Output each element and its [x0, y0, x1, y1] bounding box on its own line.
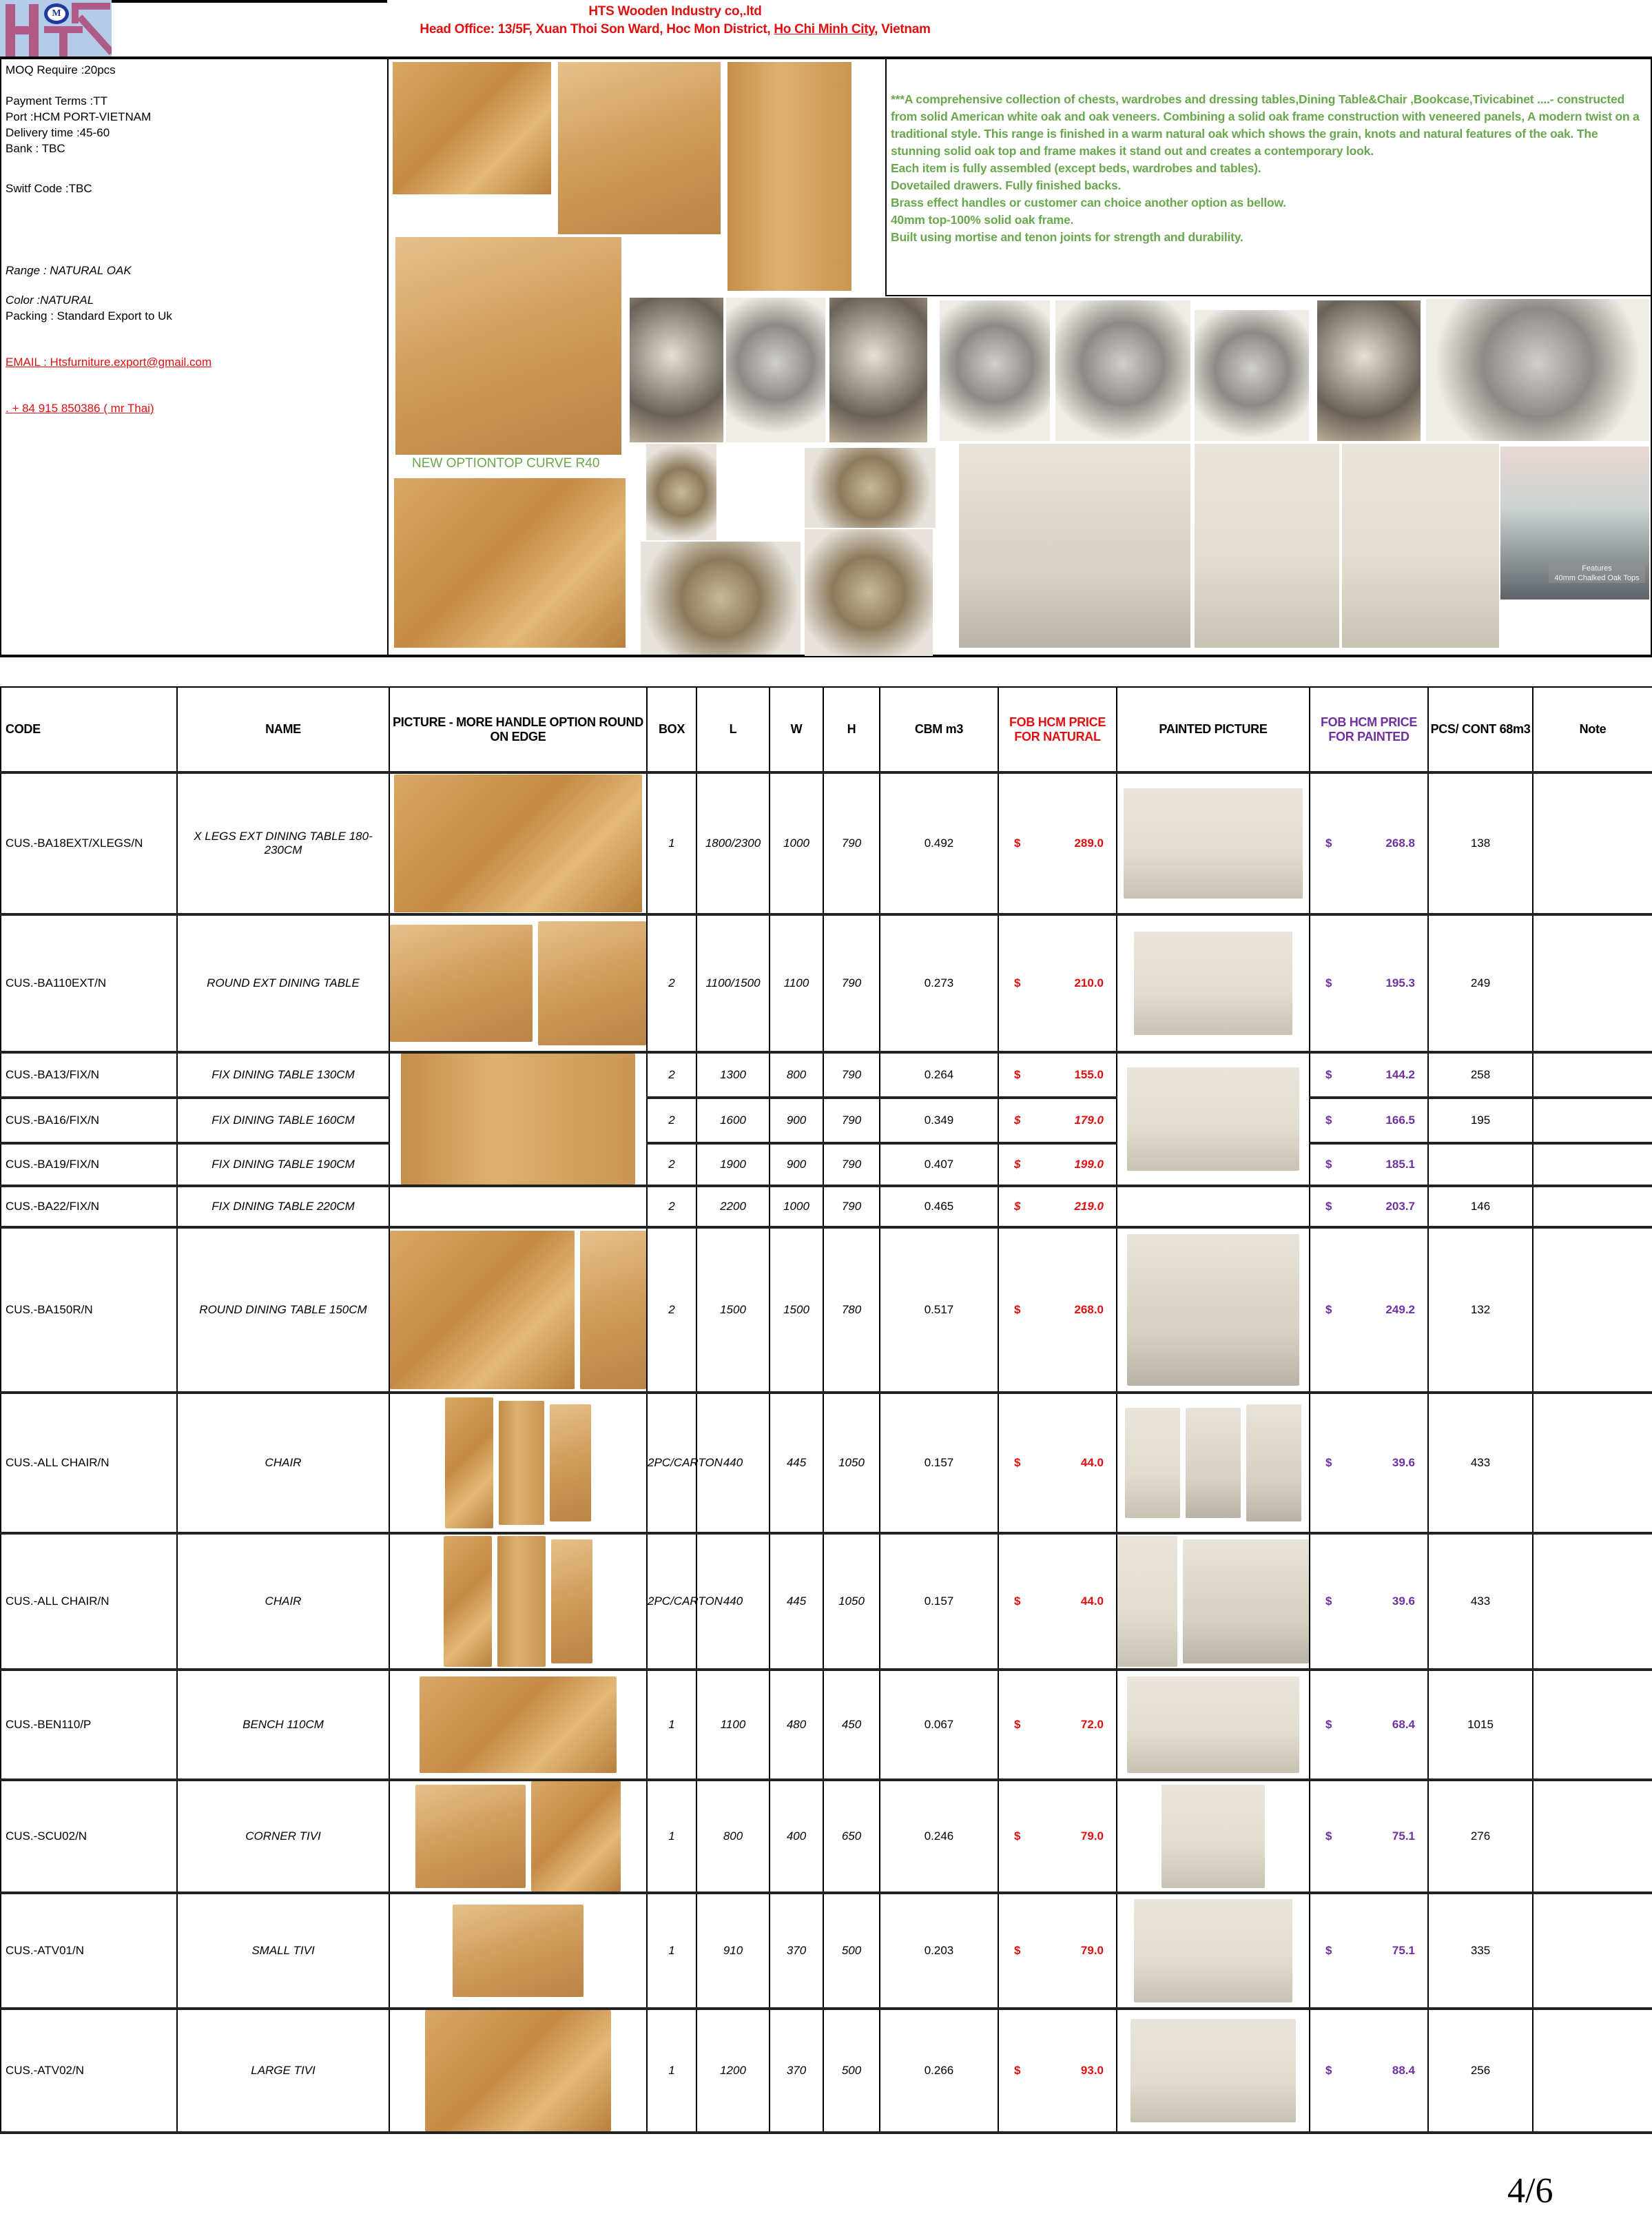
- table-row: [1, 1893, 1652, 2009]
- painted-photo: [1127, 1234, 1299, 1386]
- note-cell: [1533, 1393, 1652, 1533]
- knob-option-6: [1195, 310, 1309, 441]
- table-row: [1, 914, 1652, 1052]
- product-name: X LEGS EXT DINING TABLE 180-230CM: [177, 772, 389, 914]
- price-painted: $ 249.2: [1310, 1227, 1428, 1393]
- width: 370: [770, 2009, 823, 2133]
- painted-photo: [1127, 1067, 1299, 1171]
- natural-picture: [389, 1393, 647, 1533]
- length: 440: [696, 1533, 770, 1670]
- box-count: 1: [647, 1780, 696, 1893]
- col-code: CODE: [1, 687, 177, 772]
- cbm-value: 0.407: [880, 1143, 998, 1186]
- price-natural: $ 268.0: [998, 1227, 1117, 1393]
- table-row: [1, 1186, 1652, 1227]
- price-painted: $ 195.3: [1310, 914, 1428, 1052]
- table-row: [1, 1670, 1652, 1780]
- height: 450: [823, 1670, 880, 1780]
- natural-picture: [389, 1670, 647, 1780]
- painted-photo: [1125, 1408, 1180, 1518]
- cabinet-handle-photo: [727, 62, 851, 291]
- col-h: H: [823, 687, 880, 772]
- note-cell: [1533, 1893, 1652, 2009]
- box-count: 2: [647, 1143, 696, 1186]
- brass-cup-handle-photo: [641, 542, 801, 655]
- height: 790: [823, 772, 880, 914]
- price-painted: $ 68.4: [1310, 1670, 1428, 1780]
- product-photo: [394, 775, 642, 912]
- painted-picture: [1117, 1052, 1310, 1186]
- price-painted: $ 39.6: [1310, 1533, 1428, 1670]
- height: 650: [823, 1780, 880, 1893]
- width: 900: [770, 1098, 823, 1143]
- note-cell: [1533, 914, 1652, 1052]
- painted-picture: [1117, 1893, 1310, 2009]
- height: 1050: [823, 1533, 880, 1670]
- natural-picture: [389, 1227, 647, 1393]
- moq-text: MOQ Require :20pcs: [6, 63, 116, 76]
- bar-handle-option: [1426, 299, 1649, 441]
- box-count: 1: [647, 1893, 696, 2009]
- product-photo: [420, 1677, 617, 1773]
- product-photo: [580, 1231, 646, 1389]
- product-code: CUS.-BA16/FIX/N: [1, 1098, 177, 1143]
- box-count: 2PC/CARTON: [647, 1393, 696, 1533]
- packing-text: Packing : Standard Export to Uk: [6, 309, 172, 322]
- price-painted: $ 268.8: [1310, 772, 1428, 914]
- width: 400: [770, 1780, 823, 1893]
- cbm-value: 0.067: [880, 1670, 998, 1780]
- product-name: BENCH 110CM: [177, 1670, 389, 1780]
- terms-panel: [1, 59, 389, 656]
- cup-handle-photo: [805, 448, 936, 528]
- width: 480: [770, 1670, 823, 1780]
- cbm-value: 0.264: [880, 1052, 998, 1098]
- cbm-value: 0.266: [880, 2009, 998, 2133]
- description-assembly: Each item is fully assembled (except beds, wardrobes and tables).: [891, 161, 1261, 175]
- cbm-value: 0.492: [880, 772, 998, 914]
- painted-picture: [1117, 1186, 1310, 1227]
- painted-drawer-photo: [1195, 444, 1339, 648]
- length: 1100/1500: [696, 914, 770, 1052]
- cbm-value: 0.349: [880, 1098, 998, 1143]
- pcs-per-container: 138: [1428, 772, 1533, 914]
- bank-text: Bank : TBC: [6, 142, 65, 155]
- description-top: 40mm top-100% solid oak frame.: [891, 213, 1074, 227]
- company-header: [386, 3, 964, 39]
- open-drawer-photo: [395, 237, 621, 455]
- note-cell: [1533, 1227, 1652, 1393]
- knob-option-7: [1317, 300, 1421, 441]
- product-name: FIX DINING TABLE 220CM: [177, 1186, 389, 1227]
- box-count: 2: [647, 1186, 696, 1227]
- table-row: [1, 1227, 1652, 1393]
- header-rule: [112, 0, 387, 3]
- pcs-per-container: 146: [1428, 1186, 1533, 1227]
- product-name: SMALL TIVI: [177, 1893, 389, 2009]
- city-link[interactable]: Ho Chi Minh City: [774, 22, 875, 37]
- width: 445: [770, 1393, 823, 1533]
- price-painted: $ 39.6: [1310, 1393, 1428, 1533]
- pcs-per-container: 249: [1428, 914, 1533, 1052]
- features-overlay: Features 40mm Chalked Oak Tops: [1549, 564, 1645, 583]
- product-photo: [453, 1905, 584, 1997]
- table-row: [1, 1098, 1652, 1143]
- company-logo: [0, 0, 112, 57]
- product-name: FIX DINING TABLE 130CM: [177, 1052, 389, 1098]
- price-painted: $ 75.1: [1310, 1893, 1428, 2009]
- company-name: HTS Wooden Industry co,.ltd: [588, 4, 762, 19]
- price-painted: $ 185.1: [1310, 1143, 1428, 1186]
- length: 1600: [696, 1098, 770, 1143]
- painted-photo: [1134, 932, 1292, 1035]
- price-natural: $ 44.0: [998, 1393, 1117, 1533]
- col-picture: PICTURE - MORE HANDLE OPTION ROUND ON EDGE: [389, 687, 647, 772]
- swift-code: Switf Code :TBC: [6, 182, 92, 195]
- product-photo: [531, 1781, 621, 1891]
- height: 780: [823, 1227, 880, 1393]
- product-photo: [497, 1536, 546, 1667]
- color-text: Color :NATURAL: [6, 294, 94, 307]
- height: 790: [823, 1143, 880, 1186]
- pcs-per-container: [1428, 1143, 1533, 1186]
- height: 790: [823, 1052, 880, 1098]
- length: 2200: [696, 1186, 770, 1227]
- cbm-value: 0.246: [880, 1780, 998, 1893]
- note-cell: [1533, 1780, 1652, 1893]
- length: 1500: [696, 1227, 770, 1393]
- product-code: CUS.-BA19/FIX/N: [1, 1143, 177, 1186]
- product-photo: [538, 921, 646, 1045]
- height: 500: [823, 1893, 880, 2009]
- product-description: [885, 59, 1651, 296]
- product-name: FIX DINING TABLE 190CM: [177, 1143, 389, 1186]
- curved-top-photo: [394, 478, 626, 648]
- box-count: 2: [647, 1098, 696, 1143]
- product-photo: [444, 1536, 492, 1667]
- note-cell: [1533, 1670, 1652, 1780]
- price-natural: $ 72.0: [998, 1670, 1117, 1780]
- height: 1050: [823, 1393, 880, 1533]
- port-text: Port :HCM PORT-VIETNAM: [6, 110, 152, 123]
- product-code: CUS.-ALL CHAIR/N: [1, 1393, 177, 1533]
- width: 1000: [770, 1186, 823, 1227]
- pcs-per-container: 195: [1428, 1098, 1533, 1143]
- pcs-per-container: 132: [1428, 1227, 1533, 1393]
- painted-photo: [1161, 1785, 1265, 1888]
- length: 800: [696, 1780, 770, 1893]
- painted-picture: [1117, 1780, 1310, 1893]
- product-name: FIX DINING TABLE 160CM: [177, 1098, 389, 1143]
- natural-picture: [389, 1186, 647, 1227]
- painted-picture: [1117, 914, 1310, 1052]
- product-photo: [401, 1054, 635, 1185]
- painted-picture: [1117, 772, 1310, 914]
- width: 1000: [770, 772, 823, 914]
- width: 900: [770, 1143, 823, 1186]
- length: 440: [696, 1393, 770, 1533]
- product-code: CUS.-SCU02/N: [1, 1780, 177, 1893]
- col-fob-painted: FOB HCM PRICE FOR PAINTED: [1310, 687, 1428, 772]
- natural-picture: [389, 914, 647, 1052]
- note-cell: [1533, 772, 1652, 914]
- pcs-per-container: 1015: [1428, 1670, 1533, 1780]
- box-count: 2: [647, 1052, 696, 1098]
- pcs-per-container: 433: [1428, 1393, 1533, 1533]
- product-name: CHAIR: [177, 1393, 389, 1533]
- box-count: 1: [647, 1670, 696, 1780]
- note-cell: [1533, 1098, 1652, 1143]
- length: 1100: [696, 1670, 770, 1780]
- box-count: 2: [647, 914, 696, 1052]
- price-table: [0, 686, 1652, 2134]
- page-number: 4/6: [1507, 2171, 1553, 2211]
- drawer-photo: [393, 62, 551, 194]
- range-text: Range : NATURAL OAK: [6, 264, 132, 277]
- col-name: NAME: [177, 687, 389, 772]
- note-cell: [1533, 1143, 1652, 1186]
- height: 500: [823, 2009, 880, 2133]
- pcs-per-container: 276: [1428, 1780, 1533, 1893]
- painted-cabinet-photo: [1342, 444, 1499, 648]
- phone-link[interactable]: . + 84 915 850386 ( mr Thai): [6, 402, 154, 415]
- width: 445: [770, 1533, 823, 1670]
- product-photo: [425, 2010, 611, 2131]
- col-note: Note: [1533, 687, 1652, 772]
- height: 790: [823, 914, 880, 1052]
- product-code: CUS.-ATV01/N: [1, 1893, 177, 2009]
- price-painted: $ 75.1: [1310, 1780, 1428, 1893]
- company-address: Head Office: 13/5F, Xuan Thoi Son Ward, Hoc Mon District, Ho Chi Minh City, Vietnam: [420, 22, 931, 37]
- price-painted: $ 203.7: [1310, 1186, 1428, 1227]
- product-code: CUS.-BA110EXT/N: [1, 914, 177, 1052]
- product-photo: [390, 1231, 575, 1389]
- natural-picture: [389, 772, 647, 914]
- product-photo: [390, 925, 533, 1042]
- box-count: 1: [647, 2009, 696, 2133]
- knob-option-5: [1055, 300, 1190, 441]
- product-code: CUS.-BEN110/P: [1, 1670, 177, 1780]
- knob-option-2: [726, 298, 825, 442]
- col-box: BOX: [647, 687, 696, 772]
- table-row: [1, 772, 1652, 914]
- length: 1800/2300: [696, 772, 770, 914]
- round-brass-knob-photo: [805, 529, 933, 656]
- description-joints: Built using mortise and tenon joints for strength and durability.: [891, 230, 1243, 244]
- height: 790: [823, 1186, 880, 1227]
- width: 1500: [770, 1227, 823, 1393]
- knob-option-1: [630, 298, 723, 442]
- product-name: CHAIR: [177, 1533, 389, 1670]
- painted-photo: [1186, 1408, 1241, 1518]
- delivery-time: Delivery time :45-60: [6, 126, 110, 139]
- box-count: 2PC/CARTON: [647, 1533, 696, 1670]
- description-handles: Brass effect handles or customer can choice another option as bellow.: [891, 196, 1286, 209]
- painted-photo: [1117, 1536, 1177, 1667]
- height: 790: [823, 1098, 880, 1143]
- length: 910: [696, 1893, 770, 2009]
- length: 1300: [696, 1052, 770, 1098]
- painted-picture: [1117, 1533, 1310, 1670]
- price-natural: $ 79.0: [998, 1780, 1117, 1893]
- pcs-per-container: 433: [1428, 1533, 1533, 1670]
- natural-picture: [389, 1533, 647, 1670]
- product-code: CUS.-ALL CHAIR/N: [1, 1533, 177, 1670]
- width: 370: [770, 1893, 823, 2009]
- painted-picture: [1117, 1227, 1310, 1393]
- painted-picture: [1117, 1670, 1310, 1780]
- box-count: 2: [647, 1227, 696, 1393]
- note-cell: [1533, 2009, 1652, 2133]
- price-natural: $ 219.0: [998, 1186, 1117, 1227]
- col-pcs-cont: PCS/ CONT 68m3: [1428, 687, 1533, 772]
- natural-picture: [389, 1780, 647, 1893]
- painted-sideboard-photo: [959, 444, 1190, 648]
- note-cell: [1533, 1186, 1652, 1227]
- table-header-row: [1, 687, 1652, 772]
- product-name: ROUND DINING TABLE 150CM: [177, 1227, 389, 1393]
- price-natural: $ 199.0: [998, 1143, 1117, 1186]
- col-fob-natural: FOB HCM PRICE FOR NATURAL: [998, 687, 1117, 772]
- painted-photo: [1130, 2019, 1296, 2122]
- cbm-value: 0.203: [880, 1893, 998, 2009]
- oak-corner-photo: [558, 62, 721, 234]
- price-painted: $ 144.2: [1310, 1052, 1428, 1098]
- product-name: ROUND EXT DINING TABLE: [177, 914, 389, 1052]
- pcs-per-container: 258: [1428, 1052, 1533, 1098]
- natural-picture: [389, 2009, 647, 2133]
- email-link[interactable]: EMAIL : Htsfurniture.export@gmail.com: [6, 356, 212, 369]
- table-row: [1, 2009, 1652, 2133]
- col-painted-picture: PAINTED PICTURE: [1117, 687, 1310, 772]
- brass-knob-photo: [646, 444, 716, 540]
- note-cell: [1533, 1052, 1652, 1098]
- box-count: 1: [647, 772, 696, 914]
- col-w: W: [770, 687, 823, 772]
- price-natural: $ 93.0: [998, 2009, 1117, 2133]
- cbm-value: 0.273: [880, 914, 998, 1052]
- cbm-value: 0.465: [880, 1186, 998, 1227]
- note-cell: [1533, 1533, 1652, 1670]
- top-curve-caption: NEW OPTIONTOP CURVE R40: [412, 456, 600, 471]
- col-l: L: [696, 687, 770, 772]
- table-row: [1, 1780, 1652, 1893]
- price-natural: $ 179.0: [998, 1098, 1117, 1143]
- cbm-value: 0.517: [880, 1227, 998, 1393]
- product-photo: [550, 1404, 591, 1521]
- painted-photo: [1127, 1677, 1299, 1773]
- width: 1100: [770, 914, 823, 1052]
- chalked-oak-top-photo: [1500, 447, 1649, 599]
- price-natural: $ 79.0: [998, 1893, 1117, 2009]
- description-intro: ***A comprehensive collection of chests, wardrobes and dressing tables,Dining Table&Chair ,Bookcase,Tivicabinet ....- constructed from solid American white oak and oak veneers. Combining a solid oak frame construction with veneered panels, A modern twist on a traditional style. This range is finished in a warm natural oak which shows the grain, knots and natural features of the oak. The stunning solid oak top and frame makes it stand out and creates a contemporary look.: [891, 92, 1640, 158]
- product-code: CUS.-BA13/FIX/N: [1, 1052, 177, 1098]
- product-code: CUS.-BA18EXT/XLEGS/N: [1, 772, 177, 914]
- pcs-per-container: 335: [1428, 1893, 1533, 2009]
- painted-photo: [1124, 788, 1303, 899]
- price-painted: $ 166.5: [1310, 1098, 1428, 1143]
- cbm-value: 0.157: [880, 1393, 998, 1533]
- painted-picture: [1117, 2009, 1310, 2133]
- payment-terms: Payment Terms :TT: [6, 94, 107, 107]
- product-code: CUS.-BA150R/N: [1, 1227, 177, 1393]
- product-photo: [551, 1539, 592, 1663]
- product-code: CUS.-ATV02/N: [1, 2009, 177, 2133]
- price-natural: $ 289.0: [998, 772, 1117, 914]
- painted-photo: [1134, 1899, 1292, 2002]
- width: 800: [770, 1052, 823, 1098]
- price-natural: $ 155.0: [998, 1052, 1117, 1098]
- table-row: [1, 1143, 1652, 1186]
- product-photo: [499, 1401, 544, 1525]
- price-painted: $ 88.4: [1310, 2009, 1428, 2133]
- price-natural: $ 44.0: [998, 1533, 1117, 1670]
- product-name: CORNER TIVI: [177, 1780, 389, 1893]
- col-cbm: CBM m3: [880, 687, 998, 772]
- cbm-value: 0.157: [880, 1533, 998, 1670]
- length: 1900: [696, 1143, 770, 1186]
- table-row: [1, 1533, 1652, 1670]
- logo-m-badge: M: [44, 3, 69, 24]
- product-photo: [415, 1785, 526, 1888]
- table-row: [1, 1393, 1652, 1533]
- knob-option-4: [940, 300, 1050, 441]
- painted-picture: [1117, 1393, 1310, 1533]
- painted-photo: [1183, 1539, 1309, 1663]
- table-row: [1, 1052, 1652, 1098]
- natural-picture: [389, 1052, 647, 1186]
- pcs-per-container: 256: [1428, 2009, 1533, 2133]
- painted-photo: [1246, 1404, 1301, 1521]
- description-drawers: Dovetailed drawers. Fully finished backs.: [891, 178, 1122, 192]
- natural-picture: [389, 1893, 647, 2009]
- price-natural: $ 210.0: [998, 914, 1117, 1052]
- product-name: LARGE TIVI: [177, 2009, 389, 2133]
- product-code: CUS.-BA22/FIX/N: [1, 1186, 177, 1227]
- knob-option-3: [829, 298, 927, 442]
- length: 1200: [696, 2009, 770, 2133]
- product-photo: [445, 1397, 493, 1528]
